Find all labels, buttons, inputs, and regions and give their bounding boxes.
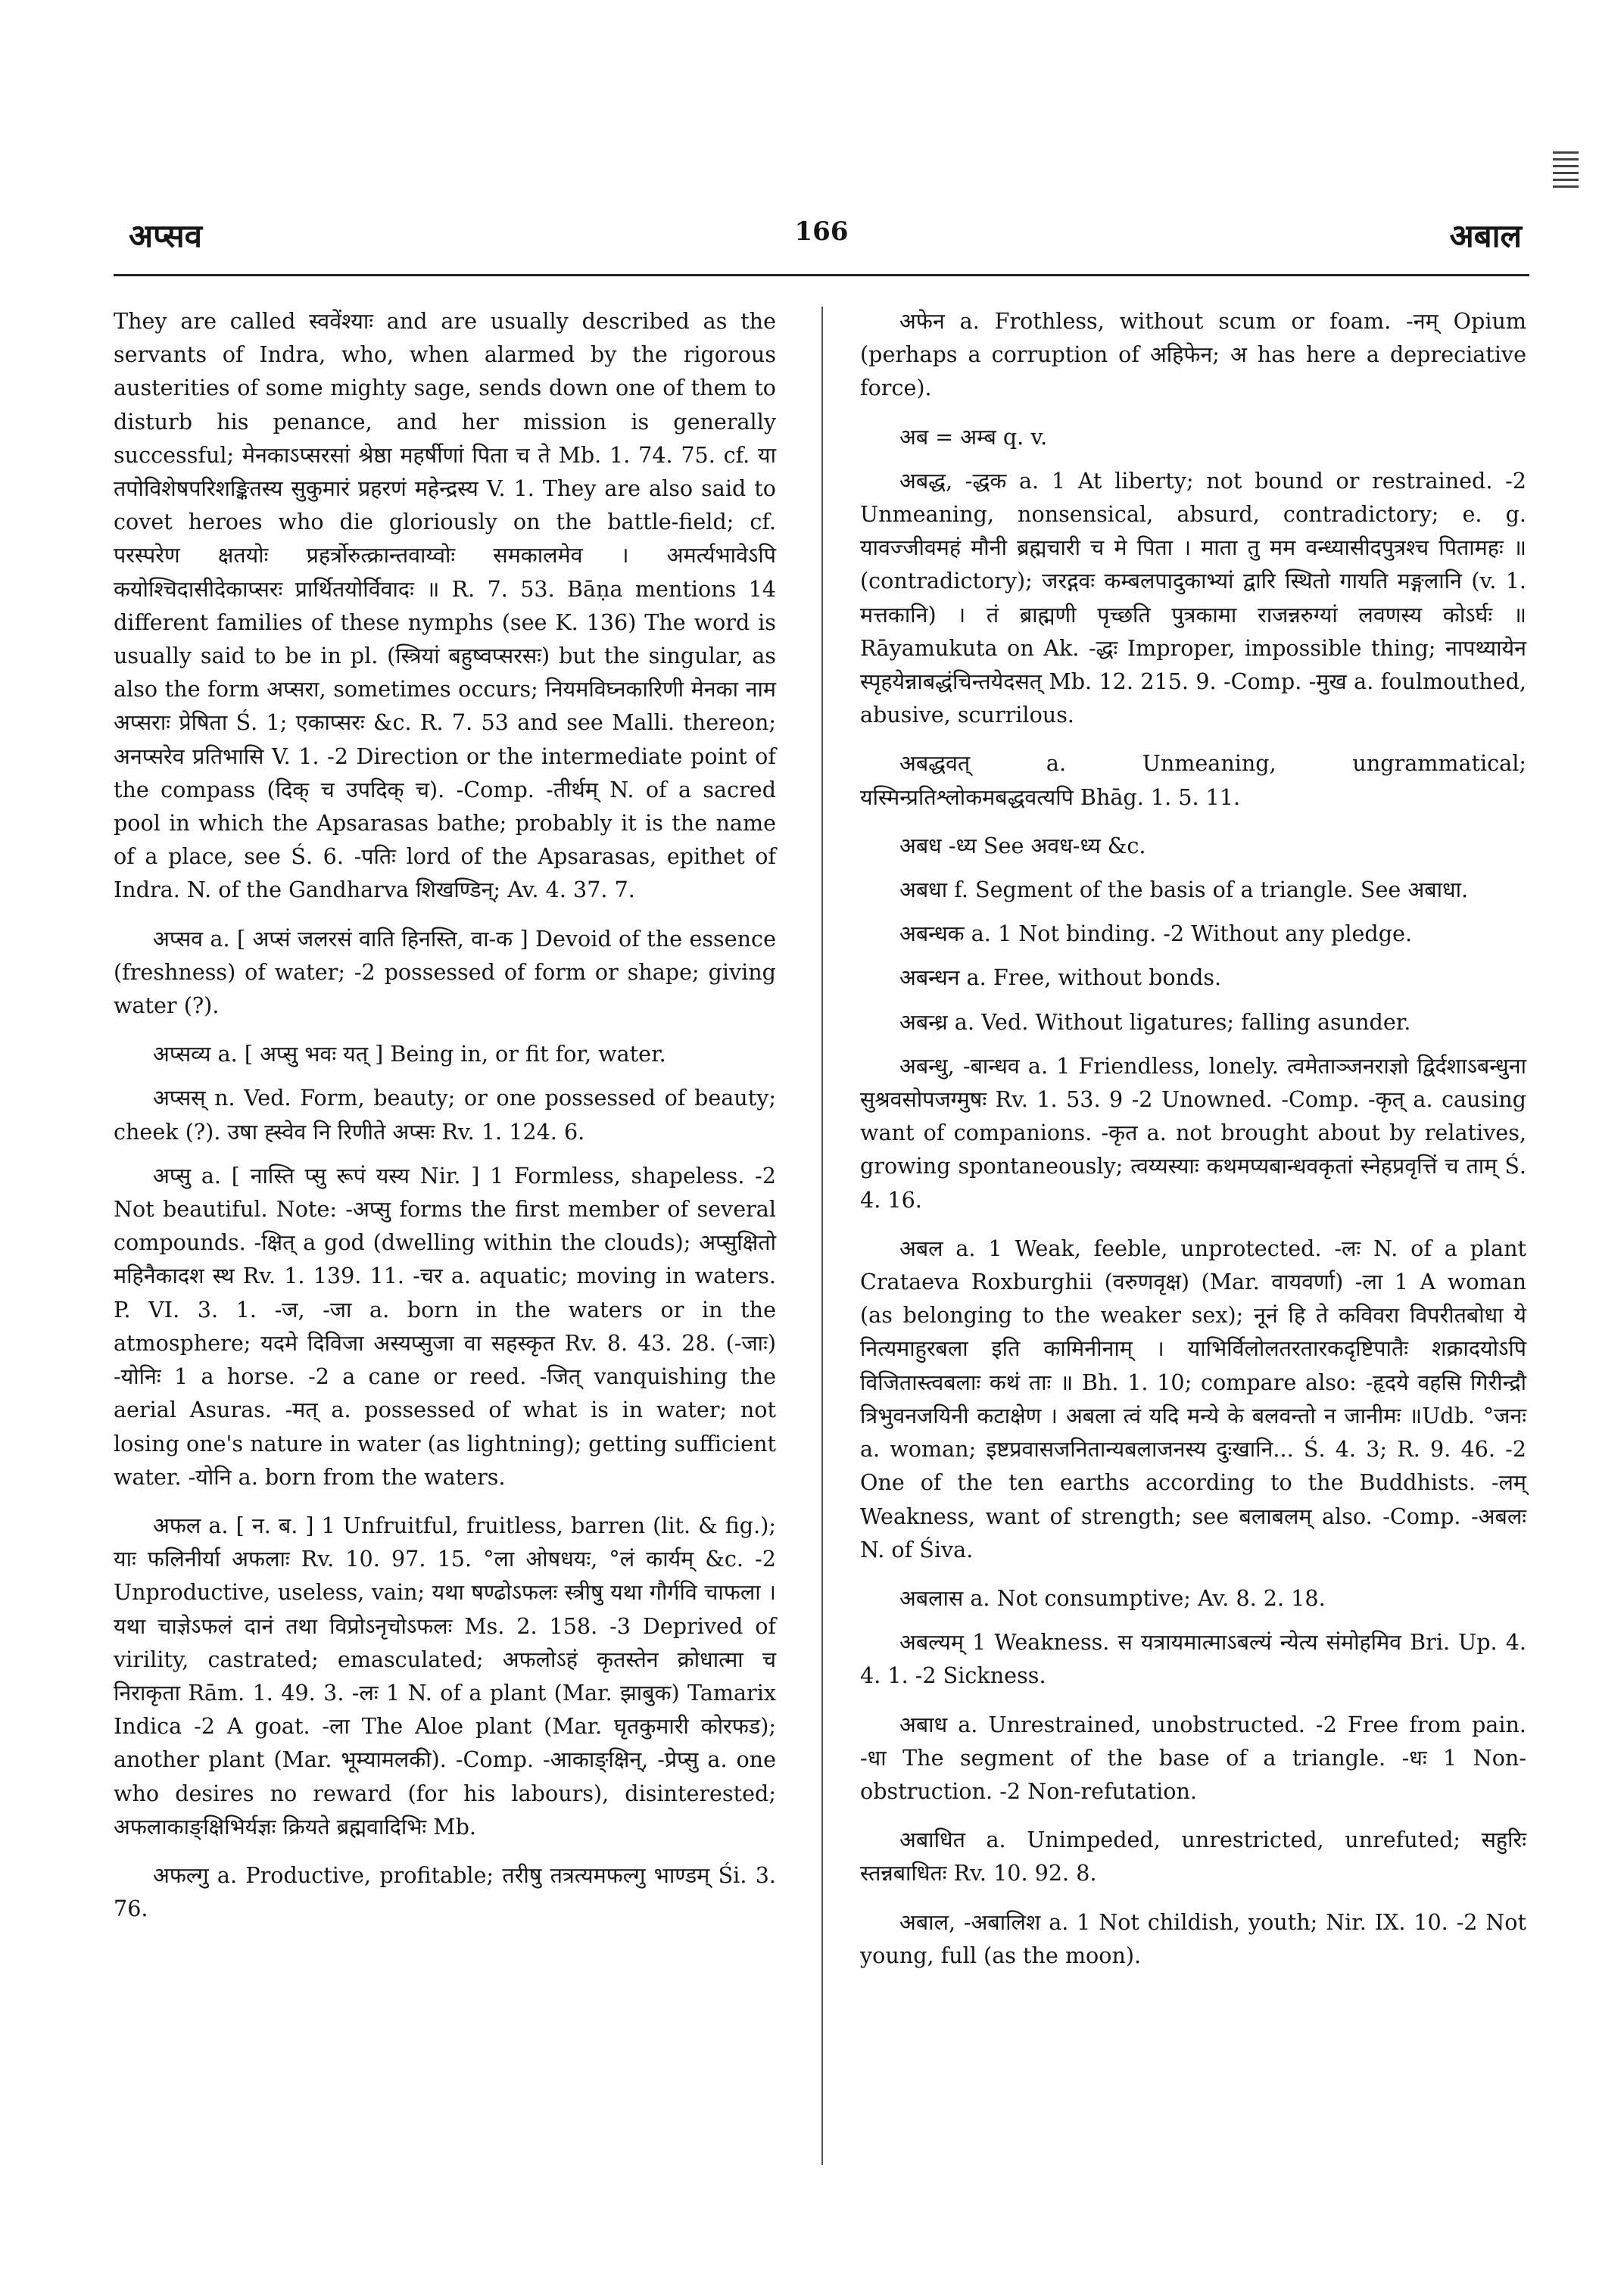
entry-abaddhavat: अबद्धवत् a. Unmeaning, ungrammatical; यस्मिन्प्रतिश्लोकमबद्धवत्यपि Bhāg. 1. 5. 11. [860, 750, 1526, 810]
entry-abalyam: अबल्यम् 1 Weakness. स यत्रायमात्माऽबल्यं न्येत्य संमोहमिव Bri. Up. 4. 4. 1. -2 Sickness. [860, 1629, 1526, 1689]
header-rule [114, 274, 1529, 276]
entry-abaala: अबाल, -अबालिश a. 1 Not childish, youth; Nir. IX. 10. -2 Not young, full (as the moon). [860, 1908, 1526, 1968]
entry-abandhaka: अबन्धक a. 1 Not binding. -2 Without any pledge. [899, 921, 1413, 947]
entry-abadhaa: अबधा f. Segment of the basis of a triangle. See अबाधा. [899, 877, 1469, 903]
entry-abadha: अबध -ध्य See अवध-ध्य &c. [899, 832, 1146, 858]
entry-apsu: अप्सु a. [ नास्ति प्सु रूपं यस्य Nir. ] 1 Formless, shapeless. -2 Not beautiful. Note: -अप्सु forms the first member of several compounds. -क्षित् a god (dwelling within the clouds); अप्सुक्षितो महिनैकादश स्थ Rv. 1. 139. 11. -चर a. aquatic; moving in waters. P. VI. 3. 1. -ज, -जा a. born in the waters or in the atmosphere; यदमे दिविजा अस्यप्सुजा वा सहस्कृत Rv. 8. 43. 28. (-जाः) -योनिः 1 a horse. -2 a cane or reed. -जित् vanquishing the aerial Asuras. -मत् a. possessed of what is in water; not losing one's nature in water (as lightning); getting sufficient water. -योनि a. born from the waters. [114, 1162, 776, 1490]
entry-abandhana: अबन्धन a. Free, without bonds. [899, 964, 1222, 991]
entry-abaadha: अबाध a. Unrestrained, unobstructed. -2 Free from pain. -धा The segment of the base of a triangle. -धः 1 Non-obstruction. -2 Non-refutation. [860, 1711, 1526, 1804]
entry-abala: अबल a. 1 Weak, feeble, unprotected. -लः N. of a plant Crataeva Roxburghii (वरुणवृक्ष) (Mar. वायवर्णा) -ला 1 A woman (as belonging to the weaker sex); नूनं हि ते कविवरा विपरीतबोधा ये नित्यमाहुरबला इति कामिनीनाम् । याभिर्विलोलतरतारकदृष्टिपातैः शक्रादयोऽपि विजितास्त्वबलाः कथं ताः ॥ Bh. 1. 10; compare also: -हृदये वहसि गिरीन्द्रौ त्रिभुवनजयिनी कटाक्षेण । अबला त्वं यदि मन्ये के बलवन्तो न जानीमः ॥Udb. °जनः a. woman; इष्टप्रवासजनितान्यबलाजनस्य दुःखानि... Ś. 4. 3; R. 9. 46. -2 One of the ten earths according to the Buddhists. -लम् Weakness, want of strength; see बलाबलम् also. -Comp. -अबलः N. of Śiva. [860, 1235, 1526, 1562]
entry-apsas: अप्सस् n. Ved. Form, beauty; or one possessed of beauty; cheek (?). उषा ह्स्वेव नि रिणीते अप्सः Rv. 1. 124. 6. [114, 1085, 776, 1145]
edge-marks [1553, 151, 1579, 192]
entry-abandhra: अबन्ध्र a. Ved. Without ligatures; falling asunder. [899, 1008, 1411, 1035]
entry-aba: अब = अम्ब q. v. [899, 423, 1048, 450]
entry-aphalgu: अफल्गु a. Productive, profitable; तरीषु तत्रत्यमफल्गु भाण्डम् Śi. 3. 76. [114, 1862, 776, 1922]
column-divider [821, 307, 823, 2165]
left-headword: अप्सव [129, 217, 203, 254]
entry-apsava: अप्सव a. [ अप्सं जलरसं वाति हिनस्ति, वा-क ] Devoid of the essence (freshness) of water; -2 possessed of form or shape; giving water (?). [114, 925, 776, 1019]
right-headword: अबाल [1449, 217, 1522, 254]
right-column [860, 304, 1526, 1987]
entry-aphala: अफल a. [ न. ब. ] 1 Unfruitful, fruitless, barren (lit. & fig.); याः फलिनीर्या अफलाः Rv. 10. 97. 15. °ला ओषधयः, °लं कार्यम् &c. -2 Unproductive, useless, vain; यथा षण्ढोऽफलः स्त्रीषु यथा गौर्गवि चाफला । यथा चाज्ञेऽफलं दानं तथा विप्रोऽनृचोऽफलः Ms. 2. 158. -3 Deprived of virility, castrated; emasculated; अफलोऽहं कृतस्तेन क्रोधात्मा च निराकृता Rām. 1. 49. 3. -लः 1 N. of a plant (Mar. झाबुक) Tamarix Indica -2 A goat. -ला The Aloe plant (Mar. घृतकुमारी कोरफड); another plant (Mar. भूम्यामलकी). -Comp. -आकाङ्क्षिन्, -प्रेप्सु a. one who desires no reward (for his labours), disinterested; अफलाकाङ्क्षिभिर्यज्ञः क्रियते ब्रह्मवादिभिः Mb. [114, 1512, 776, 1840]
entry-apsaras-continued: They are called स्ववेंश्याः and are usually described as the servants of Indra, who, when alarmed by the rigorous austerities of some mighty sage, sends down one of them to disturb his penance, and her mission is generally successful; मेनकाऽप्सरसां श्रेष्ठा महर्षीणां पिता च ते Mb. 1. 74. 75. cf. या तपोविशेषपरिशङ्कितस्य सुकुमारं प्रहरणं महेन्द्रस्य V. 1. They are also said to covet heroes who die gloriously on the battle-field; cf. परस्परेण क्षतयोः प्रहर्त्रोरुत्क्रान्तवाय्वोः समकालमेव । अमर्त्यभावेऽपि कयोश्चिदासीदेकाप्सरः प्रार्थितयोर्विवादः ॥ R. 7. 53. Bāṇa mentions 14 different families of these nymphs (see K. 136) The word is usually said to be in pl. (स्त्रियां बहुष्वप्सरसः) but the singular, as also the form अप्सरा, sometimes occurs; नियमविघ्नकारिणी मेनका नाम अप्सराः प्रेषिता Ś. 1; एकाप्सरः &c. R. 7. 53 and see Malli. thereon; अनप्सरेव प्रतिभासि V. 1. -2 Direction or the intermediate point of the compass (दिक् च उपदिक् च). -Comp. -तीर्थम् N. of a sacred pool in which the Apsarasas bathe; probably it is the name of a place, see Ś. 6. -पतिः lord of the Apsarasas, epithet of Indra. N. of the Gandharva शिखण्डिन्; Av. 4. 37. 7. [114, 308, 776, 903]
entry-abaadhita: अबाधित a. Unimpeded, unrestricted, unrefuted; सहुरिः स्तन्नबाधितः Rv. 10. 92. 8. [860, 1827, 1526, 1886]
left-column [114, 304, 776, 1940]
entry-apsavya: अप्सव्य a. [ अप्सु भवः यत् ] Being in, or fit for, water. [153, 1041, 666, 1067]
entry-abaddha: अबद्ध, -द्धक a. 1 At liberty; not bound or restrained. -2 Unmeaning, nonsensical, absurd, contradictory; e. g. यावज्जीवमहं मौनी ब्रह्मचारी च मे पिता । माता तु मम वन्ध्यासीदपुत्रश्च पितामहः ॥ (contradictory); जरद्गवः कम्बलपादुकाभ्यां द्वारि स्थितो गायति मङ्गलानि (v. 1. मत्तकानि) । तं ब्राह्मणी पृच्छति पुत्रकामा राजन्नरुग्यां लवणस्य कोऽर्घः ॥ Rāyamukuta on Ak. -द्धः Improper, impossible thing; नापथ्यायेन स्पृहयेन्नाबद्धंचिन्तयेदसत् Mb. 12. 215. 9. -Comp. -मुख a. foulmouthed, abusive, scurrilous. [860, 467, 1526, 728]
entry-abalaasa: अबलास a. Not consumptive; Av. 8. 2. 18. [899, 1584, 1326, 1611]
page-number: 166 [794, 217, 849, 247]
page-header [114, 213, 1529, 266]
entry-aphena: अफेन a. Frothless, without scum or foam. -नम् Opium (perhaps a corruption of अहिफेन; अ has here a depreciative force). [860, 308, 1526, 401]
entry-abandhu: अबन्धु, -बान्धव a. 1 Friendless, lonely. त्वमेताञ्जनराज्ञो द्विर्दशाऽबन्धुना सुश्रवसोपजग्मुषः Rv. 1. 53. 9 -2 Unowned. -Comp. -कृत् a. causing want of companions. -कृत a. not brought about by relatives, growing spontaneously; त्वय्यस्याः कथमप्यबान्धवकृतां स्नेहप्रवृत्तिं च ताम् Ś. 4. 16. [860, 1052, 1526, 1213]
